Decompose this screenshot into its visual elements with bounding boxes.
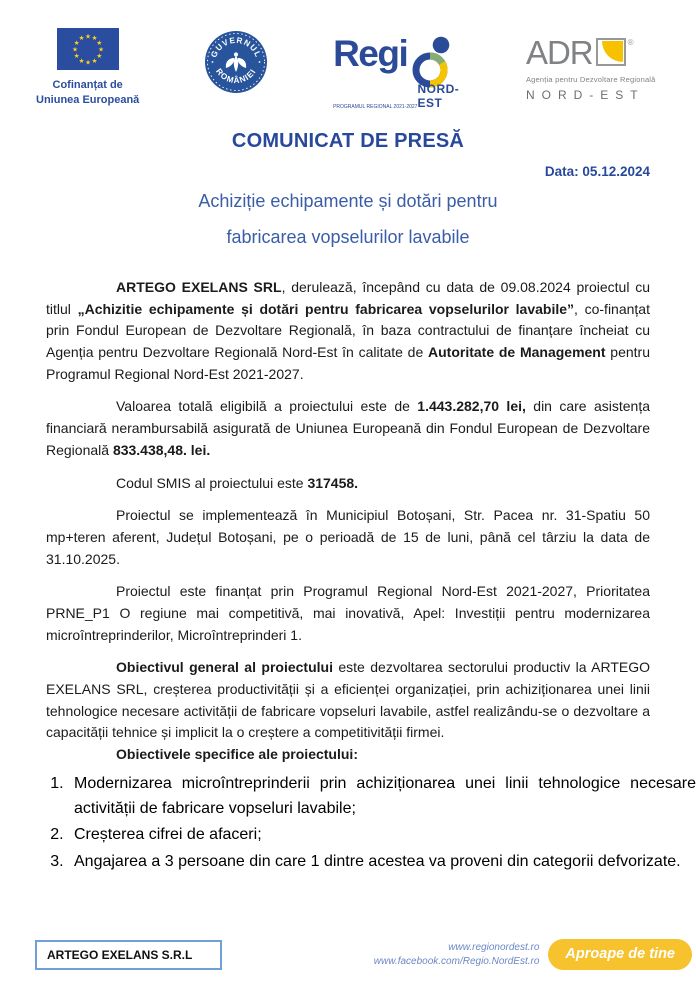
body-text: Proiectul este finanțat prin Programul Regional Nord-Est 2021-2027, Prioritatea PRNE_P1 O regiune mai competitivă, mai inovativă, Apel: Investiții pentru modernizarea microîntreprinderilor, Microîntreprinderi 1. xyxy=(46,583,650,643)
paragraph xyxy=(46,473,650,495)
eu-cofunding-logo xyxy=(36,28,139,108)
romanian-government-logo xyxy=(204,30,268,94)
date-label: Data: 05.12.2024 xyxy=(544,164,650,179)
body-text: pentru Programul Regional Nord-Est 2021-2027. xyxy=(46,344,650,382)
bold-text: Autoritate de Management xyxy=(428,344,606,361)
objectives-list xyxy=(46,772,696,875)
regio-wordmark: Regi xyxy=(333,33,408,74)
adr-nordest-logo xyxy=(525,34,666,102)
body-text: , derulează, începând cu data de 09.08.2024 proiectul cu titlul xyxy=(46,279,650,317)
subtitle-line2: fabricarea vopselurilor lavabile xyxy=(226,227,470,247)
regio-region-caption: NORD-EST xyxy=(417,82,460,110)
adr-caption: Agenția pentru Dezvoltare Regională xyxy=(525,74,656,84)
body-text: Valoarea totală eligibilă a proiectului este de xyxy=(116,398,418,415)
adr-square-icon xyxy=(596,38,626,66)
bold-text: 317458. xyxy=(307,474,359,491)
paragraph xyxy=(46,505,650,570)
header-logos xyxy=(0,0,696,108)
paragraph xyxy=(46,744,650,766)
svg-text:★: ★ xyxy=(96,52,102,60)
bold-text: ARTEGO EXELANS SRL xyxy=(116,279,282,295)
gov-arc-top-text: GUVERNUL xyxy=(209,35,263,60)
bold-text: 833.438,48. lei. xyxy=(112,441,211,458)
svg-text:★: ★ xyxy=(73,39,80,47)
subtitle-line1: Achiziție echipamente și dotări pentru xyxy=(198,191,498,211)
regio-captions xyxy=(333,82,461,110)
svg-text:★: ★ xyxy=(78,56,85,65)
body-text: Codul SMIS al proiectului este xyxy=(116,474,308,491)
slogan-pill: Aproape de tine xyxy=(548,939,692,970)
government-seal-icon xyxy=(204,30,268,94)
svg-text:★: ★ xyxy=(84,58,91,67)
body-text: din care asistența financiară nerambursabilă asigurată de Uniunea Europeană din Fondul European de Dezvoltare Regională xyxy=(46,398,651,458)
svg-text:★: ★ xyxy=(78,34,85,43)
adr-wordmark-row xyxy=(525,34,634,71)
footer-links xyxy=(374,941,540,969)
adr-wordmark: ADR xyxy=(525,34,593,71)
page-title: COMUNICAT DE PRESĂ xyxy=(231,130,465,152)
bold-text: Obiectivele specifice ale proiectului: xyxy=(116,746,358,763)
company-name-box: ARTEGO EXELANS S.R.L xyxy=(35,940,222,970)
svg-text:★: ★ xyxy=(97,45,104,54)
regio-program-caption: PROGRAMUL REGIONAL 2021-2027 xyxy=(333,104,418,110)
eu-caption-line2: Uniunea Europeană xyxy=(36,93,140,106)
objective-item: 3. Angajarea a 3 persoane din care 1 dintre acestea va proveni din categorii defvorizate. xyxy=(68,850,696,875)
eu-flag-icon xyxy=(57,28,119,70)
registered-trademark-icon: ® xyxy=(627,38,634,47)
paragraph xyxy=(46,581,650,646)
bold-text: 1.443.282,70 lei, xyxy=(417,398,526,415)
bold-text: „Achizitie echipamente și dotări pentru fabricarea vopselurilor lavabile” xyxy=(77,300,575,317)
eu-caption xyxy=(36,78,139,108)
paragraph xyxy=(46,277,650,385)
facebook-link[interactable]: www.facebook.com/Regio.NordEst.ro xyxy=(373,955,540,967)
body-text: , co-finanțat prin Fondul European de Dezvoltare Regională, în baza contractului de finanțare încheiat cu Agenția pentru Dezvoltare Regională Nord-Est în calitate de xyxy=(46,300,650,361)
footer-right xyxy=(374,939,696,970)
svg-text:★: ★ xyxy=(91,56,98,65)
gov-arc-bottom-text: ROMÂNIEI xyxy=(214,66,259,86)
objective-item: 1. Modernizarea microîntreprinderii prin achiziționarea unei linii tehnologice necesare activității de fabricare vopseluri lavabile; xyxy=(68,772,696,822)
project-subtitle xyxy=(0,183,696,255)
svg-text:★: ★ xyxy=(84,32,91,41)
eu-caption-line1: Cofinanțat de xyxy=(52,79,123,91)
website-link[interactable]: www.regionordest.ro xyxy=(448,941,540,953)
objective-item: 2. Creșterea cifrei de afaceri; xyxy=(68,823,696,848)
adr-region-caption: NORD-EST xyxy=(525,87,645,102)
svg-text:★: ★ xyxy=(73,52,80,60)
body-text: este dezvoltarea sectorului productiv la ARTEGO EXELANS SRL, creșterea productivității și a eficienței organizației, prin achiziționarea unei linii tehnologice necesare activității de fabricare vopseluri lavabile, astfel realizându-se o dezvoltare a capacității tehnice și implicit la o creștere a competitivității firmei. xyxy=(46,659,651,741)
page-footer xyxy=(0,939,696,970)
regio-nordest-logo xyxy=(333,33,461,110)
paragraph xyxy=(46,396,650,461)
svg-text:★: ★ xyxy=(91,34,98,43)
document-body xyxy=(46,277,650,766)
bold-text: Obiectivul general al proiectului xyxy=(116,659,333,676)
body-text: Proiectul se implementează în Municipiul Botoșani, Str. Pacea nr. 31-Spatiu 50 mp+teren aferent, Județul Botoșani, pe o perioadă de 15 de luni, până cel târziu la data de 31.10.2025. xyxy=(46,507,650,567)
paragraph xyxy=(46,657,650,744)
svg-text:★: ★ xyxy=(71,45,78,54)
svg-text:★: ★ xyxy=(96,39,102,47)
adr-sun-icon xyxy=(602,41,623,62)
